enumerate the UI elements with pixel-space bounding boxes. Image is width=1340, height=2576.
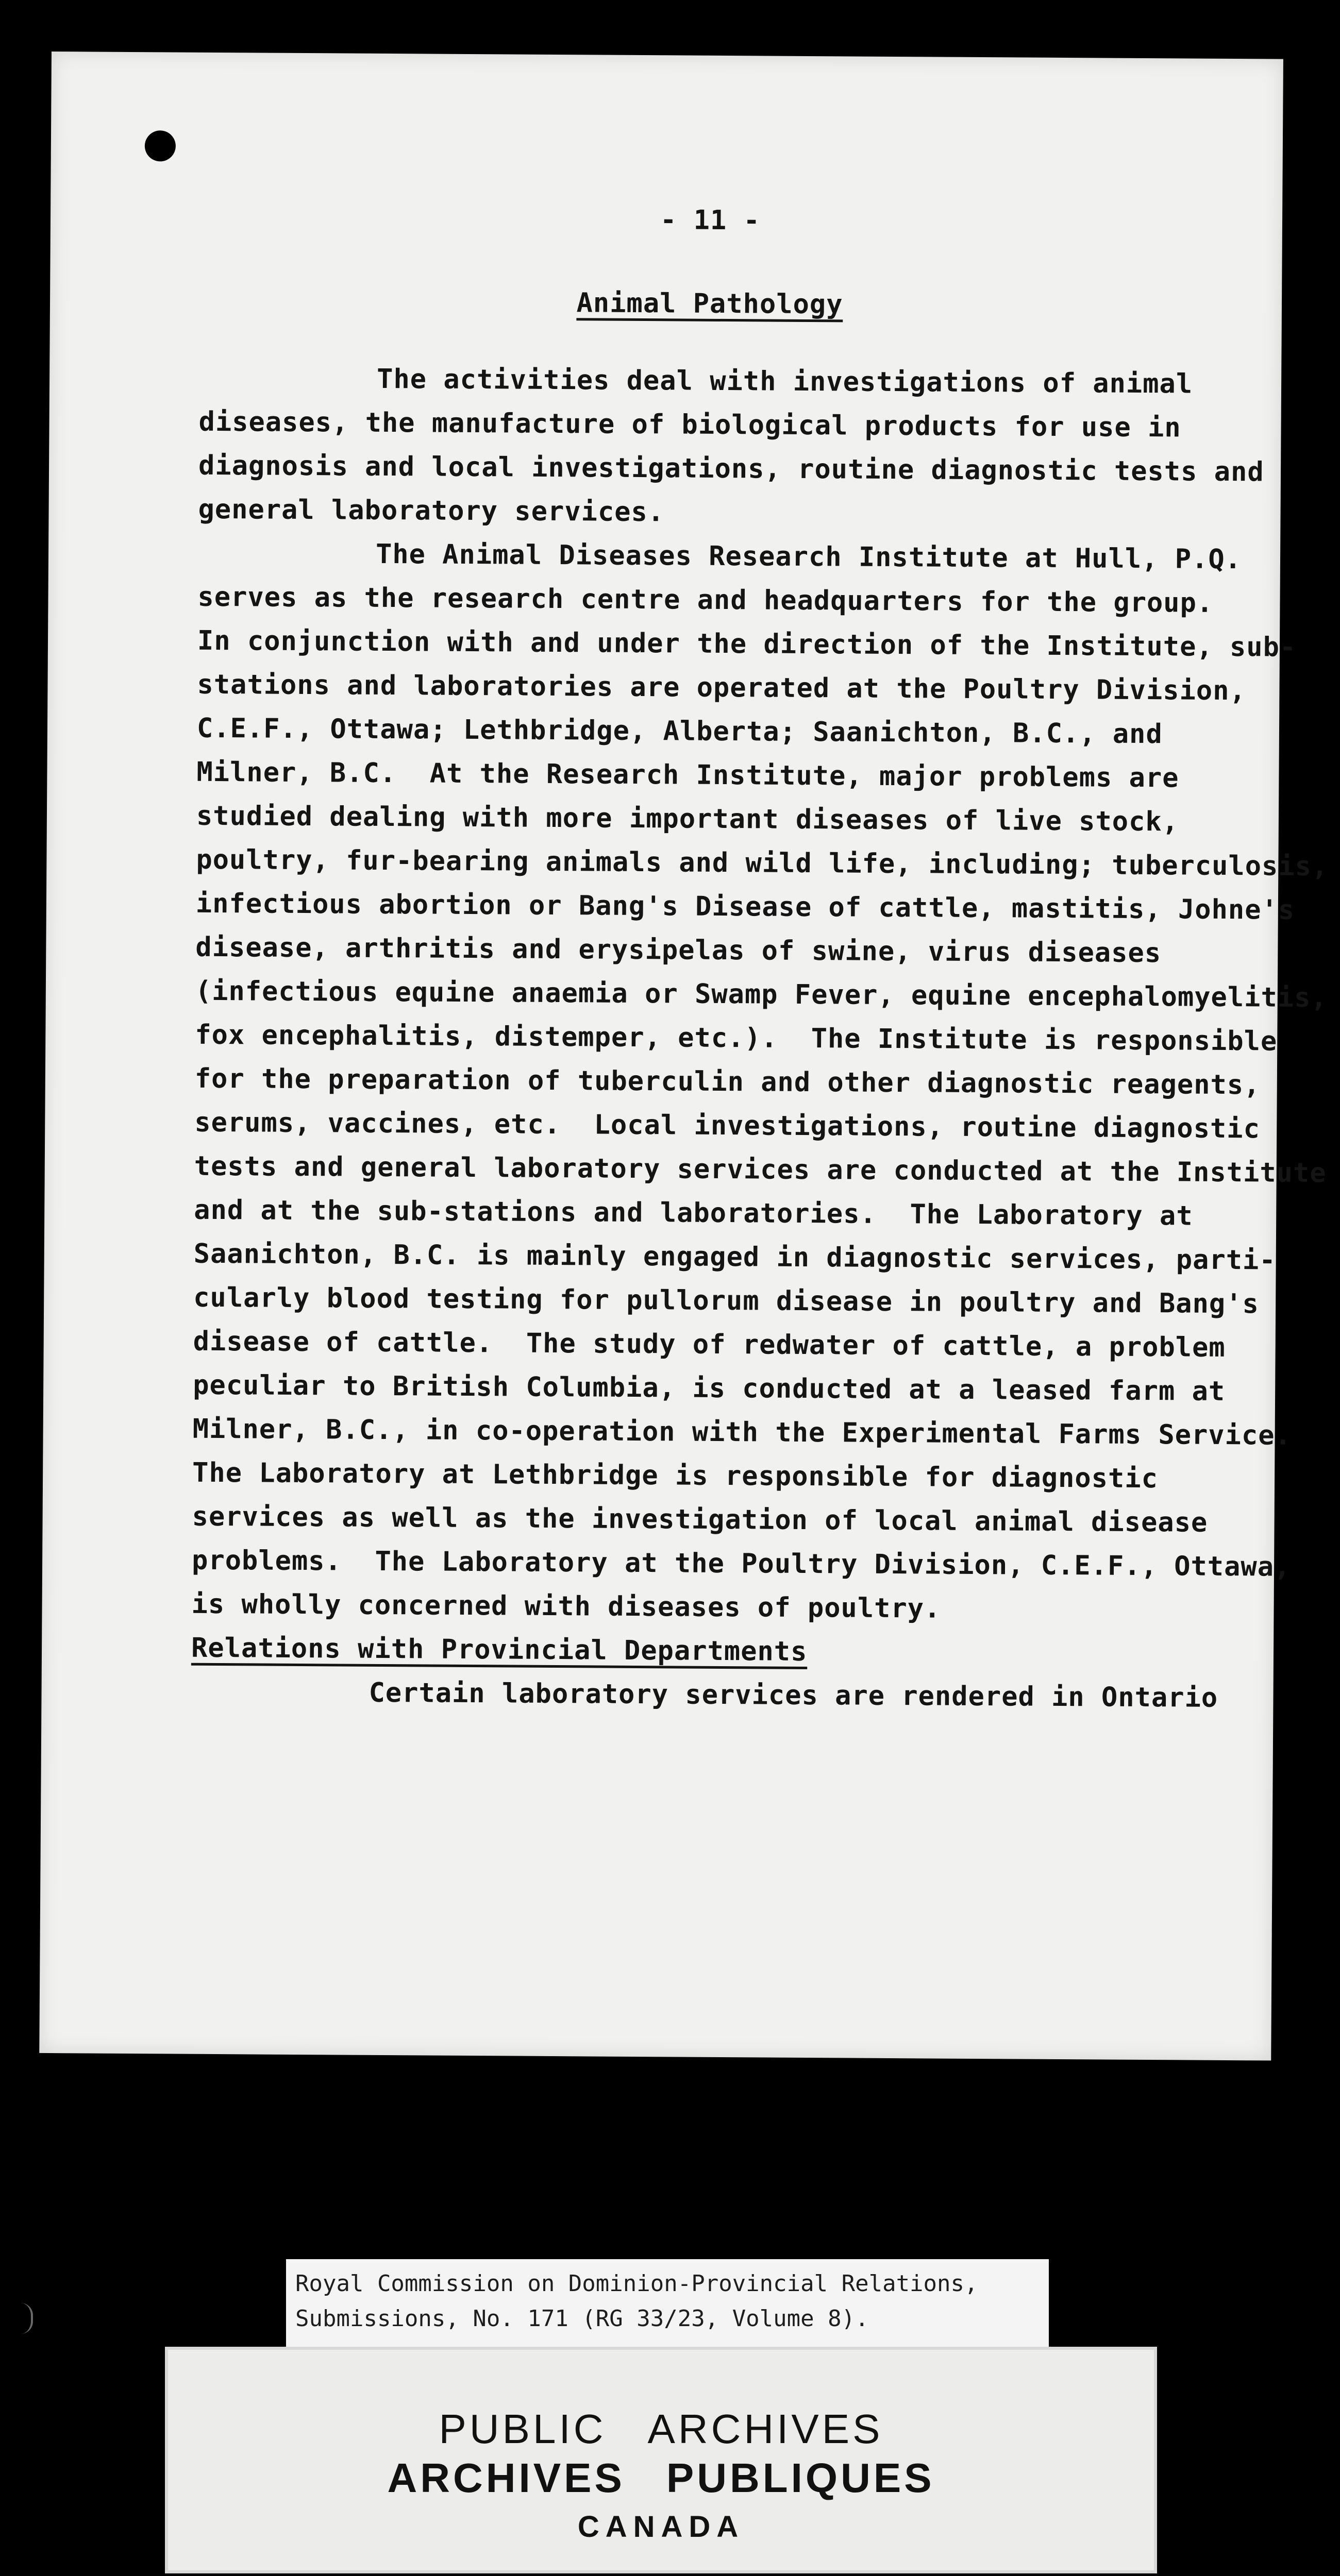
stamp-french-line (165, 2455, 1157, 2501)
stamp-publiques: PUBLIQUES (666, 2455, 935, 2501)
body-text (191, 357, 1329, 1721)
text-line: In conjunction with and under the direction of the Institute, sub- (197, 625, 1297, 663)
page-number: - 11 - (660, 205, 761, 236)
text-line: serves as the research centre and headquarters for the group. (197, 581, 1214, 619)
stamp-country: CANADA (577, 2510, 745, 2544)
text-line: services as well as the investigation of local animal disease (192, 1501, 1208, 1538)
stamp-archives-fr: ARCHIVES (387, 2455, 625, 2501)
film-edge-mark (21, 2303, 33, 2334)
text-line: Saanichton, B.C. is mainly engaged in diagnostic services, parti- (193, 1238, 1276, 1276)
text-line: is wholly concerned with diseases of poultry. (191, 1588, 941, 1624)
text-line: studied dealing with more important diseases of live stock, (196, 800, 1179, 838)
text-line: poultry, fur-bearing animals and wild life, including; tuberculosis, (196, 844, 1329, 883)
text-line: The Animal Diseases Research Institute at Hull, P.Q. (375, 538, 1242, 575)
text-line: The Laboratory at Lethbridge is responsible for diagnostic (192, 1457, 1159, 1495)
text-line: Milner, B.C. At the Research Institute, major problems are (196, 756, 1179, 794)
text-line: diseases, the manufacture of biological products for use in (198, 406, 1181, 444)
stamp-english-line (165, 2406, 1157, 2452)
text-line: (infectious equine anaemia or Swamp Fever, equine encephalomyelitis, (195, 975, 1328, 1014)
text-line: stations and laboratories are operated at the Poultry Division, (197, 669, 1246, 707)
punch-hole (145, 130, 176, 161)
document-page (39, 52, 1329, 2061)
stamp-archives: ARCHIVES (647, 2406, 883, 2452)
text-line: serums, vaccines, etc. Local investigations, routine diagnostic (194, 1107, 1261, 1145)
text-line: disease of cattle. The study of redwater of cattle, a problem (193, 1326, 1226, 1363)
text-line: for the preparation of tuberculin and other diagnostic reagents, (194, 1063, 1261, 1101)
subheading (191, 1626, 1274, 1677)
text-line: peculiar to British Columbia, is conducted at a leased farm at (193, 1369, 1226, 1407)
text-line: Milner, B.C., in co-operation with the Experimental Farms Service. (192, 1413, 1292, 1451)
text-line: tests and general laboratory services are conducted at the Institute (194, 1150, 1327, 1189)
public-archives-stamp (165, 2347, 1157, 2573)
text-line: cularly blood testing for pullorum disease in poultry and Bang's (193, 1282, 1259, 1320)
archive-reference-label (286, 2259, 1049, 2347)
archive-reference-line-1: Royal Commission on Dominion-Provincial Relations, (295, 2270, 978, 2297)
text-line: disease, arthritis and erysipelas of swine, virus diseases (195, 931, 1162, 969)
text-line: infectious abortion or Bang's Disease of cattle, mastitis, Johne's (195, 888, 1295, 926)
text-line: problems. The Laboratory at the Poultry Division, C.E.F., Ottawa, (191, 1545, 1291, 1583)
section-title: Animal Pathology (576, 287, 843, 320)
text-line: Certain laboratory services are rendered in Ontario (368, 1677, 1218, 1714)
text-line: general laboratory services. (198, 494, 665, 528)
text-line: fox encephalitis, distemper, etc.). The Institute is responsible (195, 1019, 1278, 1057)
text-line: diagnosis and local investigations, routine diagnostic tests and (198, 450, 1264, 488)
text-line: and at the sub-stations and laboratories. The Laboratory at (194, 1194, 1193, 1232)
text-line: The activities deal with investigations of animal (376, 363, 1193, 400)
subheading-text: Relations with Provincial Departments (191, 1632, 808, 1668)
archive-reference-line-2: Submissions, No. 171 (RG 33/23, Volume 8). (295, 2306, 869, 2332)
text-line: C.E.F., Ottawa; Lethbridge, Alberta; Saanichton, B.C., and (196, 713, 1163, 750)
stamp-public: PUBLIC (439, 2406, 607, 2452)
